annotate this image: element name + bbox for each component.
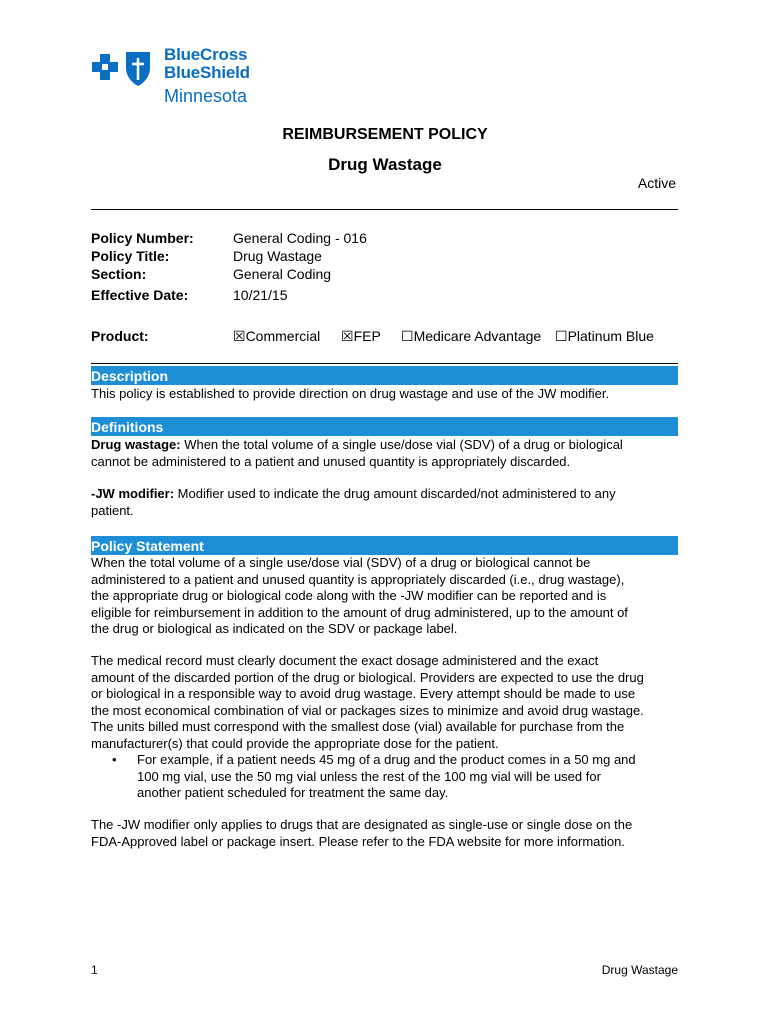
policy-statement-paragraph-1 [91, 555, 681, 638]
policy-name-heading: Drug Wastage [328, 155, 442, 174]
text-line: FDA-Approved label or package insert. Please refer to the FDA website for more information. [91, 833, 625, 849]
page-number: 1 [91, 963, 98, 977]
text-line: eligible for reimbursement in addition to the amount of drug administered, up to the amount of [91, 604, 628, 620]
product-option-label: Commercial [245, 328, 321, 344]
meta-divider [91, 363, 678, 364]
policy-statement-bullet [137, 752, 677, 802]
text-line: For example, if a patient needs 45 mg of a drug and the product comes in a 50 mg and [137, 752, 636, 767]
text-line: amount of the discarded portion of the drug or biological. Providers are expected to use the drug [91, 669, 644, 685]
logo-line2: BlueShield [164, 63, 250, 82]
definition-drug-wastage [91, 437, 681, 470]
product-label: Product: [91, 328, 149, 344]
policy-number-label: Policy Number: [91, 230, 194, 246]
text-line: the appropriate drug or biological code along with the -JW modifier can be reported and is [91, 588, 607, 603]
definitions-heading [91, 417, 678, 436]
product-option-label: Platinum Blue [567, 328, 654, 344]
footer-title: Drug Wastage [601, 963, 678, 977]
definition-text: patient. [91, 502, 134, 518]
definitions-heading-text: Definitions [91, 419, 164, 435]
definition-text: When the total volume of a single use/dose vial (SDV) of a drug or biological [180, 437, 623, 452]
product-option-fep [341, 328, 381, 345]
definition-term: -JW modifier: [91, 486, 175, 501]
definition-term: Drug wastage: [91, 437, 181, 452]
effective-date-value: 10/21/15 [233, 287, 288, 303]
policy-title-label: Policy Title: [91, 248, 170, 264]
text-line: The medical record must clearly document the exact dosage administered and the exact [91, 653, 599, 668]
bullet-icon: • [112, 752, 117, 767]
definition-text: Modifier used to indicate the drug amount discarded/not administered to any [174, 486, 616, 501]
text-line: administered to a patient and unused quantity is appropriately discarded (i.e., drug wastage), [91, 571, 625, 587]
policy-statement-paragraph-3 [91, 817, 681, 850]
policy-status: Active [637, 175, 676, 191]
policy-number-value: General Coding - 016 [233, 230, 367, 246]
definition-text: cannot be administered to a patient and unused quantity is appropriately discarded. [91, 453, 571, 469]
unchecked-box-icon: ☐ [401, 328, 414, 344]
bcbs-logo [92, 40, 267, 110]
text-line: the most economical combination of vial or packages sizes to minimize and avoid drug wastage. [91, 702, 644, 718]
effective-date-label: Effective Date: [91, 287, 189, 303]
product-option-label: FEP [353, 328, 381, 344]
logo-wordmark [164, 46, 250, 82]
logo-line1: BlueCross [164, 45, 248, 64]
header-divider [91, 209, 678, 210]
text-line: 100 mg vial, use the 50 mg vial unless the rest of the 100 mg vial will be used for [137, 768, 601, 784]
text-line: When the total volume of a single use/dose vial (SDV) of a drug or biological cannot be [91, 555, 591, 570]
policy-statement-paragraph-2 [91, 653, 681, 752]
text-line: or biological in a responsible way to avoid drug wastage. Every attempt should be made to use [91, 686, 636, 701]
policy-statement-heading [91, 536, 678, 555]
product-option-label: Medicare Advantage [413, 328, 542, 344]
text-line: another patient scheduled for treatment the same day. [137, 785, 449, 800]
text-line: The -JW modifier only applies to drugs that are designated as single-use or single dose on the [91, 817, 633, 832]
description-text: This policy is established to provide direction on drug wastage and use of the JW modifier. [91, 386, 610, 401]
text-line: The units billed must correspond with the smallest dose (vial) available for purchase from the [91, 719, 625, 734]
description-heading-text: Description [91, 368, 169, 384]
policy-statement-heading-text: Policy Statement [91, 538, 204, 554]
section-label: Section: [91, 266, 147, 282]
document-title: REIMBURSEMENT POLICY [282, 126, 488, 143]
section-value: General Coding [233, 266, 332, 282]
product-option-platinum-blue [555, 328, 654, 345]
product-option-medicare-advantage [401, 328, 541, 345]
product-option-commercial [233, 328, 320, 345]
bcbs-cross-shield-icon [92, 48, 156, 88]
description-heading [91, 366, 678, 385]
definition-jw-modifier [91, 486, 681, 519]
policy-title-value: Drug Wastage [233, 248, 322, 264]
text-line: manufacturer(s) that could provide the appropriate dose for the patient. [91, 735, 499, 751]
logo-line3: Minnesota [164, 86, 248, 106]
checked-box-icon: ☒ [233, 328, 246, 344]
checked-box-icon: ☒ [341, 328, 354, 344]
unchecked-box-icon: ☐ [555, 328, 568, 344]
text-line: the drug or biological as indicated on the SDV or package label. [91, 621, 458, 636]
